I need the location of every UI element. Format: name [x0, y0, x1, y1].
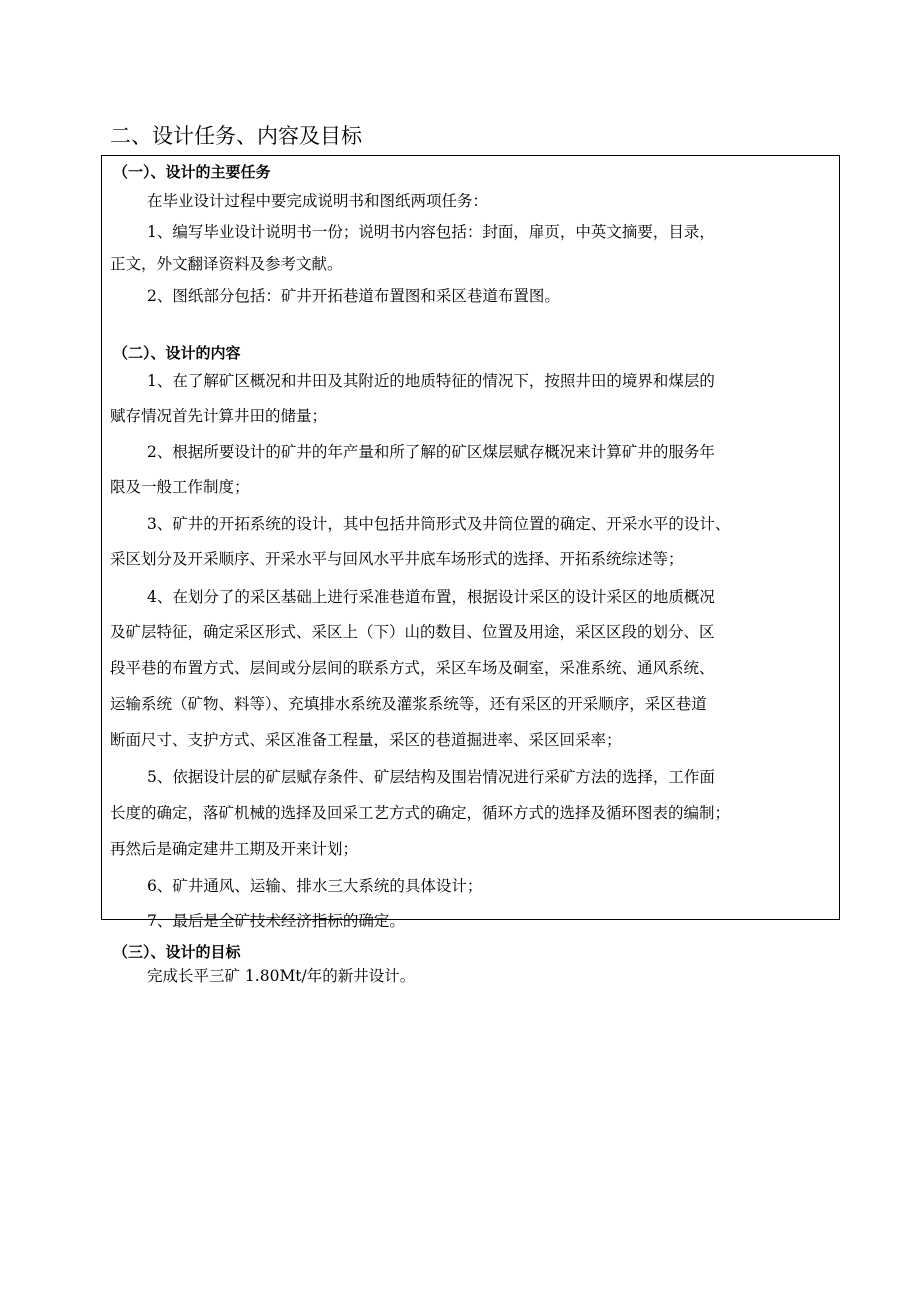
text-line: 及矿层特征，确定采区形式、采区上（下）山的数目、位置及用途，采区区段的划分、区 [110, 623, 715, 641]
text-line: 赋存情况首先计算井田的储量； [110, 407, 328, 425]
text-line: 长度的确定，落矿机械的选择及回采工艺方式的确定，循环方式的选择及循环图表的编制； [110, 804, 731, 822]
text-line: 再然后是确定建井工期及开来计划； [110, 840, 359, 858]
section-heading-goal: （三）、设计的目标 [113, 943, 241, 961]
text-line: 2、图纸部分包括：矿井开拓巷道布置图和采区巷道布置图。 [147, 287, 560, 305]
text-line: 运输系统（矿物、料等）、充填排水系统及灌浆系统等，还有采区的开采顺序，采区巷道 [110, 695, 707, 713]
text-line: 5、依据设计层的矿层赋存条件、矿层结构及围岩情况进行采矿方法的选择，工作面 [147, 768, 715, 786]
text-line: 4、在划分了的采区基础上进行采准巷道布置，根据设计采区的设计采区的地质概况 [147, 588, 715, 606]
text-line: 在毕业设计过程中要完成说明书和图纸两项任务： [147, 192, 489, 210]
text-line: 1、在了解矿区概况和井田及其附近的地质特征的情况下，按照井田的境界和煤层的 [147, 372, 715, 390]
text-line: 限及一般工作制度； [110, 478, 250, 496]
text-line: 采区划分及开采顺序、开采水平与回风水平井底车场形式的选择、开拓系统综述等； [110, 550, 684, 568]
text-line: 段平巷的布置方式、层间或分层间的联系方式，采区车场及硐室，采准系统、通风系统、 [110, 659, 715, 677]
section-heading-tasks: （一）、设计的主要任务 [113, 163, 271, 181]
text-line: 正文，外文翻译资料及参考文献。 [110, 255, 343, 273]
text-line: 断面尺寸、支护方式、采区准备工程量，采区的巷道掘进率、采区回采率； [110, 731, 622, 749]
text-line: 1、编写毕业设计说明书一份；说明书内容包括：封面，扉页，中英文摘要，目录， [147, 223, 715, 241]
text-line: 6、矿井通风、运输、排水三大系统的具体设计； [147, 877, 483, 895]
section-heading-content: （二）、设计的内容 [113, 344, 241, 362]
text-line: 完成长平三矿 1.80Mt/年的新井设计。 [147, 967, 416, 985]
text-line: 2、根据所要设计的矿井的年产量和所了解的矿区煤层赋存概况来计算矿井的服务年 [147, 443, 715, 461]
text-line: 3、矿井的开拓系统的设计，其中包括井筒形式及井筒位置的确定、开采水平的设计、 [147, 515, 731, 533]
page-title: 二、设计任务、内容及目标 [110, 124, 362, 148]
text-line: 7、最后是全矿技术经济指标的确定。 [147, 912, 405, 930]
